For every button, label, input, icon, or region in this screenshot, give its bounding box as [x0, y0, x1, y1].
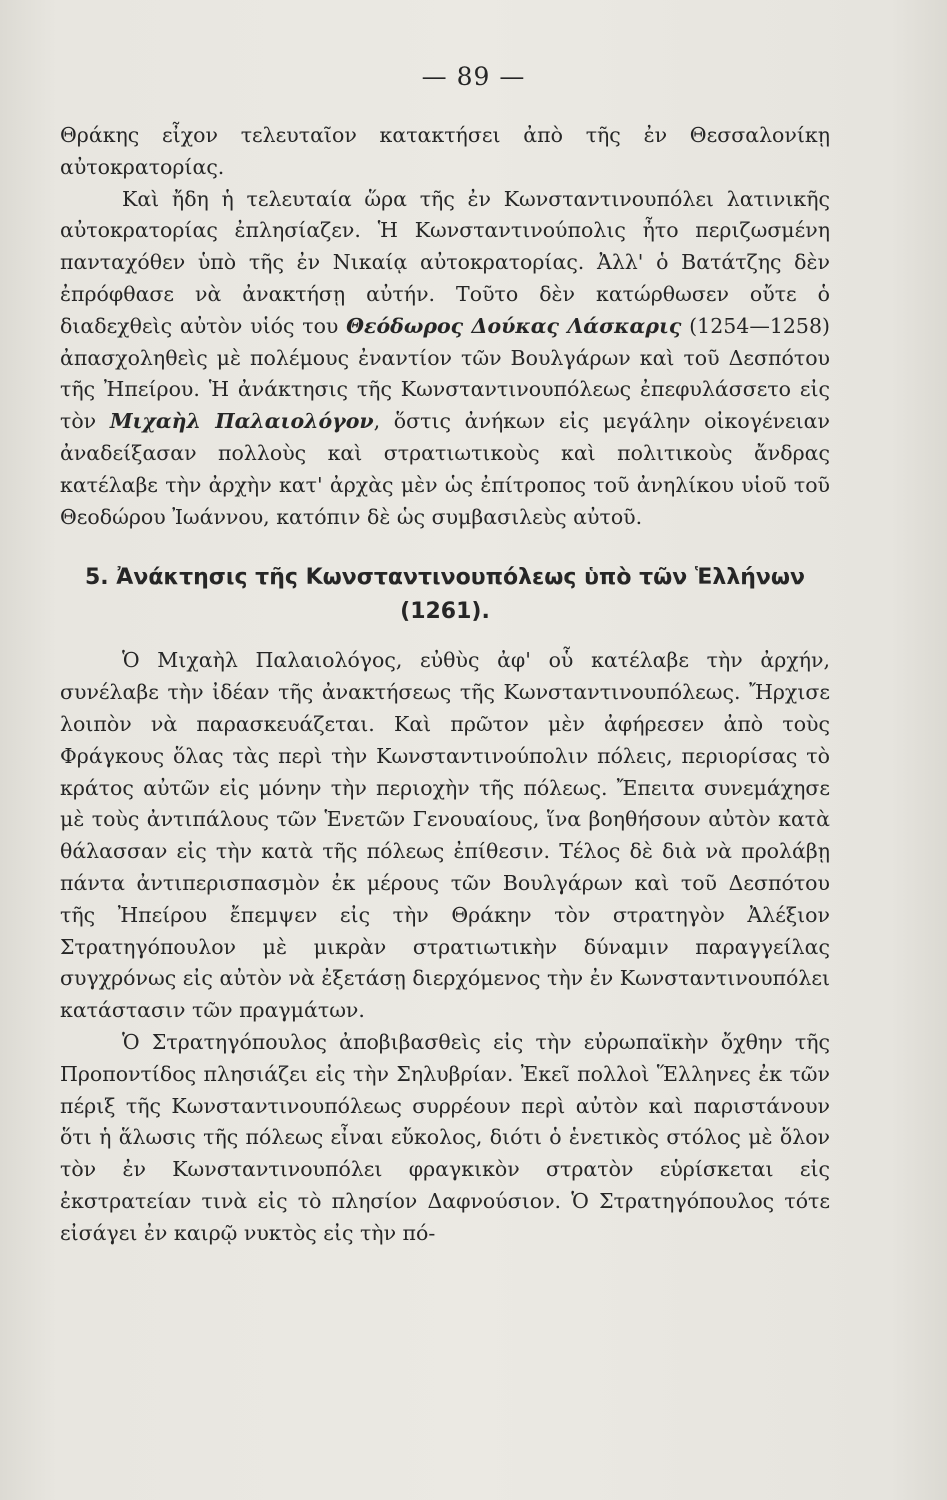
paragraph-text-middle: (1254—1258) ἀπασχοληθεὶς μὲ πολέμους ἐναντίον τῶν Βουλγάρων καὶ τοῦ Δεσπότου τῆς Ἠπείρου. Ἡ ἀνάκτησις τῆς Κωνσταντινουπόλεως ἐπεφυλάσσετο εἰς τὸν — [60, 313, 831, 434]
section-heading: 5. Ἀνάκτησις τῆς Κωνσταντινουπόλεως ὑπὸ τῶν Ἑλλήνων (1261). — [84, 565, 805, 625]
paragraph-strategopoulos: Ὁ Στρατηγόπουλος ἀποβιβασθεὶς εἰς τὴν εὐρωπαϊκὴν ὄχθην τῆς Προποντίδος πλησιάζει εἰς τὴν Σηλυβρίαν. Ἐκεῖ πολλοὶ Ἕλληνες ἐκ τῶν πέριξ τῆς Κωνσταντινουπόλεως συρρέουν περὶ αὐτὸν καὶ παριστάνουν ὅτι ἡ ἅλωσις τῆς πόλεως εἶναι εὔκολος, διότι ὁ ἑνετικὸς στόλος μὲ ὅλον τὸν ἐν Κωνσταντινουπόλει φραγκικὸν στρατὸν εὑρίσκεται εἰς ἐκστρατείαν τινὰ εἰς τὸ πλησίον Δαφνούσιον. Ὁ Στρατηγόπουλος τότε εἰσάγει ἐν καιρῷ νυκτὸς εἰς τὴν πό- — [60, 1029, 830, 1245]
paragraph-recapture-plan: Ὁ Μιχαὴλ Παλαιολόγος, εὐθὺς ἀφ' οὗ κατέλαβε τὴν ἀρχήν, συνέλαβε τὴν ἰδέαν τῆς ἀνακτήσεως τῆς Κωνσταντινουπόλεως. Ἤρχισε λοιπὸν νὰ παρασκευάζεται. Καὶ πρῶτον μὲν ἀφήρεσεν ἀπὸ τοὺς Φράγκους ὅλας τὰς περὶ τὴν Κωνσταντινούπολιν πόλεις, περιορίσας τὸ κράτος αὐτῶν εἰς μόνην τὴν περιοχὴν τῆς πόλεως. Ἔπειτα συνεμάχησε μὲ τοὺς ἀντιπάλους τῶν Ἑνετῶν Γενουαίους, ἵνα βοηθήσουν αὐτὸν κατὰ θάλασσαν εἰς τὴν κατὰ τῆς πόλεως ἐπίθεσιν. Τέλος δὲ διὰ νὰ προλάβῃ πάντα ἀντιπερισπασμὸν ἐκ μέρους τῶν Βουλγάρων καὶ τοῦ Δεσπότου τῆς Ἠπείρου ἔπεμψεν εἰς τὴν Θράκην τὸν στρατηγὸν Ἀλέξιον Στρατηγόπουλον μὲ μικρὰν στρατιωτικὴν δύναμιν παραγγείλας συγχρόνως εἰς αὐτὸν νὰ ἐξετάσῃ διερχόμενος τὴν ἐν Κωνσταντινουπόλει κατάστασιν τῶν πραγμάτων. — [60, 648, 830, 1023]
paragraph-text-after: , ὅστις ἀνήκων εἰς μεγάλην οἰκογένειαν ἀναδείξασαν πολλοὺς καὶ στρατιωτικοὺς καὶ πολιτικοὺς ἄνδρας κατέλαβε τὴν ἀρχὴν κατ' ἀρχὰς μὲν ὡς ἐπίτροπος τοῦ ἀνηλίκου υἱοῦ τοῦ Θεοδώρου Ἰωάννου, κατόπιν δὲ ὡς συμβασιλεὺς αὐτοῦ. — [60, 409, 830, 529]
paragraph-continued: Θράκης εἶχον τελευταῖον κατακτήσει ἀπὸ τῆς ἐν Θεσσαλονίκῃ αὐτοκρατορίας. — [60, 123, 830, 179]
body-text — [60, 120, 830, 1250]
paragraph-text-before: Καὶ ἤδη ἡ τελευταία ὥρα τῆς ἐν Κωνσταντινουπόλει λατινικῆς αὐτοκρατορίας ἐπλησίαζεν. Ἡ Κωνσταντινούπολις ἦτο περιζωσμένη πανταχόθεν ὑπὸ τῆς ἐν Νικαίᾳ αὐτοκρατορίας. Ἀλλ' ὁ Βατάτζης δὲν ἐπρόφθασε νὰ ἀνακτήσῃ αὐτήν. Τοῦτο δὲν κατώρθωσεν οὔτε ὁ διαδεχθεὶς αὐτὸν υἱός του — [60, 186, 830, 338]
name-theodoros-doukas-laskaris: Θεόδωρος Δούκας Λάσκαρις — [346, 313, 682, 338]
name-michael-palaiologos: Μιχαὴλ Παλαιολόγον — [109, 409, 374, 434]
paragraph-lascaris — [60, 184, 830, 534]
page-number: — 89 — — [421, 62, 526, 91]
